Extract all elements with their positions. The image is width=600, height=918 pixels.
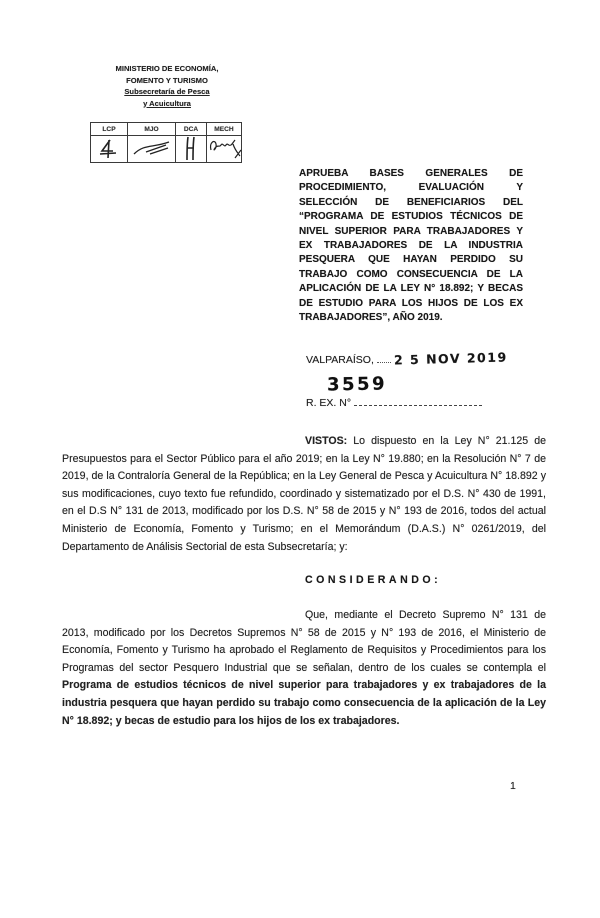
- subsecretaria-line2: y Acuicultura: [143, 98, 191, 108]
- signature-icon: [91, 136, 128, 163]
- resolution-number-label: R. EX. N°: [306, 397, 352, 409]
- page-number: 1: [510, 780, 516, 792]
- dotted-leader: [377, 354, 391, 363]
- signature-icon: [176, 136, 207, 163]
- resolution-number-stamp: 3559: [326, 373, 388, 396]
- ministry-name-line2: FOMENTO Y TURISMO: [126, 75, 208, 85]
- initials-mech: MECH: [207, 123, 242, 136]
- vistos-body: Lo dispuesto en la Ley N° 21.125 de Presupuestos para el Sector Público para el año 2019; en la Ley N° 19.880; en la Resolución N° 7 de 2019, de la Contraloría General de la República; en la Ley General de Pesca y Acuicultura N° 18.892 y sus modificaciones, cuyo texto fue refundido, coordinado y sistematizado por el D.S. N° 430 de 1991, en el D.S N° 131 de 2013, modificado por los D.S. N° 58 de 2015 y N° 193 de 2016, todos del actual Ministerio de Economía, Fomento y Turismo; en el Memorándum (D.A.S.) N° 0261/2019, del Departamento de Análisis Sectorial de esta Subsecretaría; y:: [62, 435, 546, 553]
- resolution-number-line: [306, 396, 482, 409]
- date-stamp: 2 5 NOV 2019: [393, 349, 508, 368]
- signature-table-row: [91, 136, 242, 163]
- initials-lcp: LCP: [91, 123, 128, 136]
- signature-icon: [128, 136, 176, 163]
- vistos-heading: VISTOS:: [305, 435, 348, 447]
- signature-icon: [207, 136, 242, 163]
- considerando-text-bold: Programa de estudios técnicos de nivel superior para trabajadores y ex trabajadores de la industria pesquera que hayan perdido su trabajo como consecuencia de la aplicación de la Ley N° 18.892; y becas de estudio para los hijos de los ex trabajadores.: [62, 679, 546, 727]
- dateline: [306, 351, 508, 366]
- city-label: VALPARAÍSO,: [306, 354, 374, 366]
- considerando-paragraph: [62, 607, 546, 730]
- signature-table-header: [91, 123, 242, 136]
- considerando-text-normal: Que, mediante el Decreto Supremo N° 131 de 2013, modificado por los Decretos Supremos N° 58 de 2015 y N° 193 de 2016, el Ministerio de Economía, Fomento y Turismo ha aprobado el Reglamento de Requisitos y Procedimientos para los Programas del sector Pesquero Industrial que se señalan, dentro de los cuales se contempla el: [62, 609, 546, 674]
- resolution-title: APRUEBA BASES GENERALES DE PROCEDIMIENTO, EVALUACIÓN Y SELECCIÓN DE BENEFICIARIOS DEL “PROGRAMA DE ESTUDIOS TÉCNICOS DE NIVEL SUPERIOR PARA TRABAJADORES Y EX TRABAJADORES DE LA INDUSTRIA PESQUERA QUE HAYAN PERDIDO SU TRABAJO COMO CONSECUENCIA DE LA APLICACIÓN DE LA LEY N° 18.892; Y BECAS DE ESTUDIO PARA LOS HIJOS DE LOS EX TRABAJADORES”, AÑO 2019.: [299, 168, 523, 324]
- letterhead: [88, 63, 246, 109]
- ministry-name-line1: MINISTERIO DE ECONOMÍA,: [115, 64, 219, 73]
- vistos-paragraph: [62, 433, 546, 556]
- initials-dca: DCA: [176, 123, 207, 136]
- subsecretaria-line1: Subsecretaría de Pesca: [124, 87, 210, 96]
- initials-mjo: MJO: [128, 123, 176, 136]
- signature-table: [90, 122, 242, 163]
- dashed-line: [354, 396, 482, 406]
- considerando-heading: CONSIDERANDO:: [305, 574, 442, 586]
